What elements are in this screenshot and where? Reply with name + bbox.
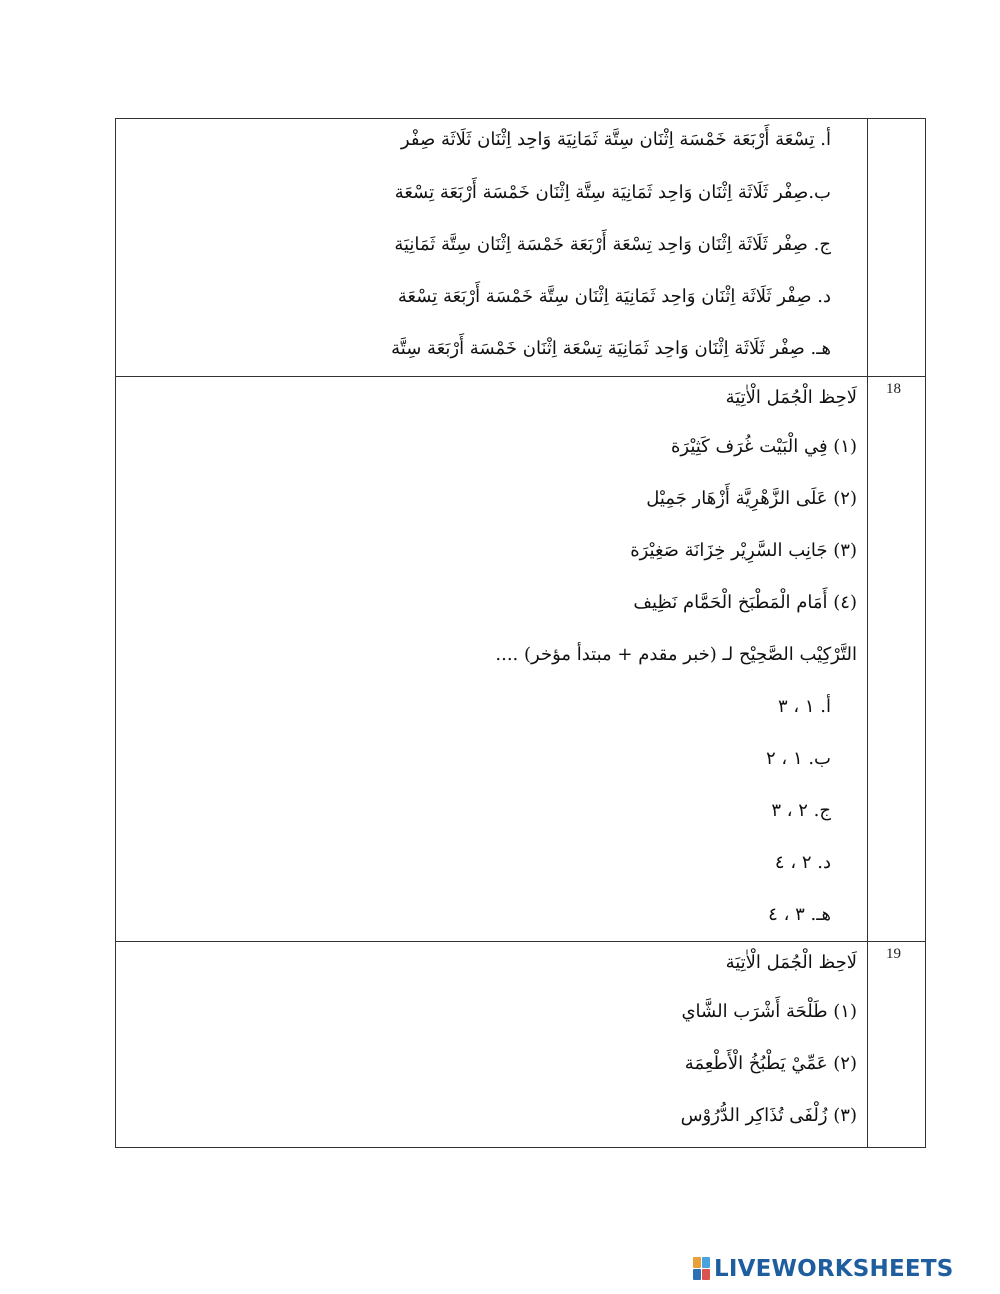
sentence-4: (٤) أَمَام الْمَطْبَخ الْحَمَّام نَظِيف xyxy=(633,592,857,613)
option-e[interactable]: هـ. ٣ ، ٤ xyxy=(768,904,831,925)
option-d[interactable]: د. ٢ ، ٤ xyxy=(774,852,831,873)
sentence-2: (٢) عَمِّيْ يَطْبُخُ الْأَطْعِمَة xyxy=(684,1053,857,1074)
option-a[interactable]: أ. ١ ، ٣ xyxy=(777,696,831,717)
question-prompt: التَّرْكِيْب الصَّحِيْح لـ (خبر مقدم + مبتدأ مؤخر) .... xyxy=(495,644,857,665)
question-number-cell xyxy=(868,377,926,942)
watermark-text: LIVEWORKSHEETS xyxy=(714,1256,954,1282)
question-row-18 xyxy=(116,377,926,942)
question-row-19 xyxy=(116,942,926,1148)
option-d[interactable]: د. صِفْر ثَلَاثَة اِثْنَان وَاحِد ثَمَانِيَة اِثْنَان سِتَّة خَمْسَة أَرْبَعَة تِسْعَة xyxy=(397,286,831,307)
option-c[interactable]: ج. ٢ ، ٣ xyxy=(771,800,831,821)
option-e[interactable]: هـ. صِفْر ثَلَاثَة اِثْنَان وَاحِد ثَمَانِيَة تِسْعَة اِثْنَان خَمْسَة أَرْبَعَة سِتَّة xyxy=(391,338,831,359)
question-content xyxy=(116,942,868,1148)
liveworksheets-watermark xyxy=(693,1255,953,1283)
worksheet-table xyxy=(115,118,926,1148)
option-a[interactable]: أ. تِسْعَة أَرْبَعَة خَمْسَة اِثْنَان سِتَّة ثَمَانِيَة وَاحِد اِثْنَان ثَلَاثَة صِفْر xyxy=(400,129,831,150)
question-number-cell xyxy=(868,119,926,377)
liveworksheets-logo-icon xyxy=(693,1257,711,1281)
question-number-cell xyxy=(868,942,926,1148)
question-number: 19 xyxy=(886,946,901,962)
sentence-2: (٢) عَلَى الزَّهْرِيَّة أَزْهَار جَمِيْل xyxy=(646,488,857,509)
question-number: 18 xyxy=(886,381,901,397)
question-content xyxy=(116,377,868,942)
sentence-3: (٣) زُلْفَى تُذَاكِر الدُّرُوْس xyxy=(680,1105,857,1126)
sentence-3: (٣) جَانِب السَّرِيْر خِزَانَة صَغِيْرَة xyxy=(630,540,857,561)
question-row-17-options xyxy=(116,119,926,377)
question-number xyxy=(868,119,925,123)
option-b[interactable]: ب. ١ ، ٢ xyxy=(766,748,831,769)
question-instruction: لَاحِظ الْجُمَل الْاٰتِيَة xyxy=(725,952,857,973)
sentence-1: (١) طَلْحَة أَشْرَب الشَّاي xyxy=(681,1001,857,1022)
question-instruction: لَاحِظ الْجُمَل الْاٰتِيَة xyxy=(725,387,857,408)
question-content xyxy=(116,119,868,377)
option-b[interactable]: ب.صِفْر ثَلَاثَة اِثْنَان وَاحِد ثَمَانِيَة سِتَّة اِثْنَان خَمْسَة أَرْبَعَة تِسْعَة xyxy=(394,182,831,203)
option-c[interactable]: ج. صِفْر ثَلَاثَة اِثْنَان وَاحِد تِسْعَة أَرْبَعَة خَمْسَة اِثْنَان سِتَّة ثَمَانِيَة xyxy=(394,234,831,255)
sentence-1: (١) فِي الْبَيْت غُرَف كَثِيْرَة xyxy=(670,436,857,457)
